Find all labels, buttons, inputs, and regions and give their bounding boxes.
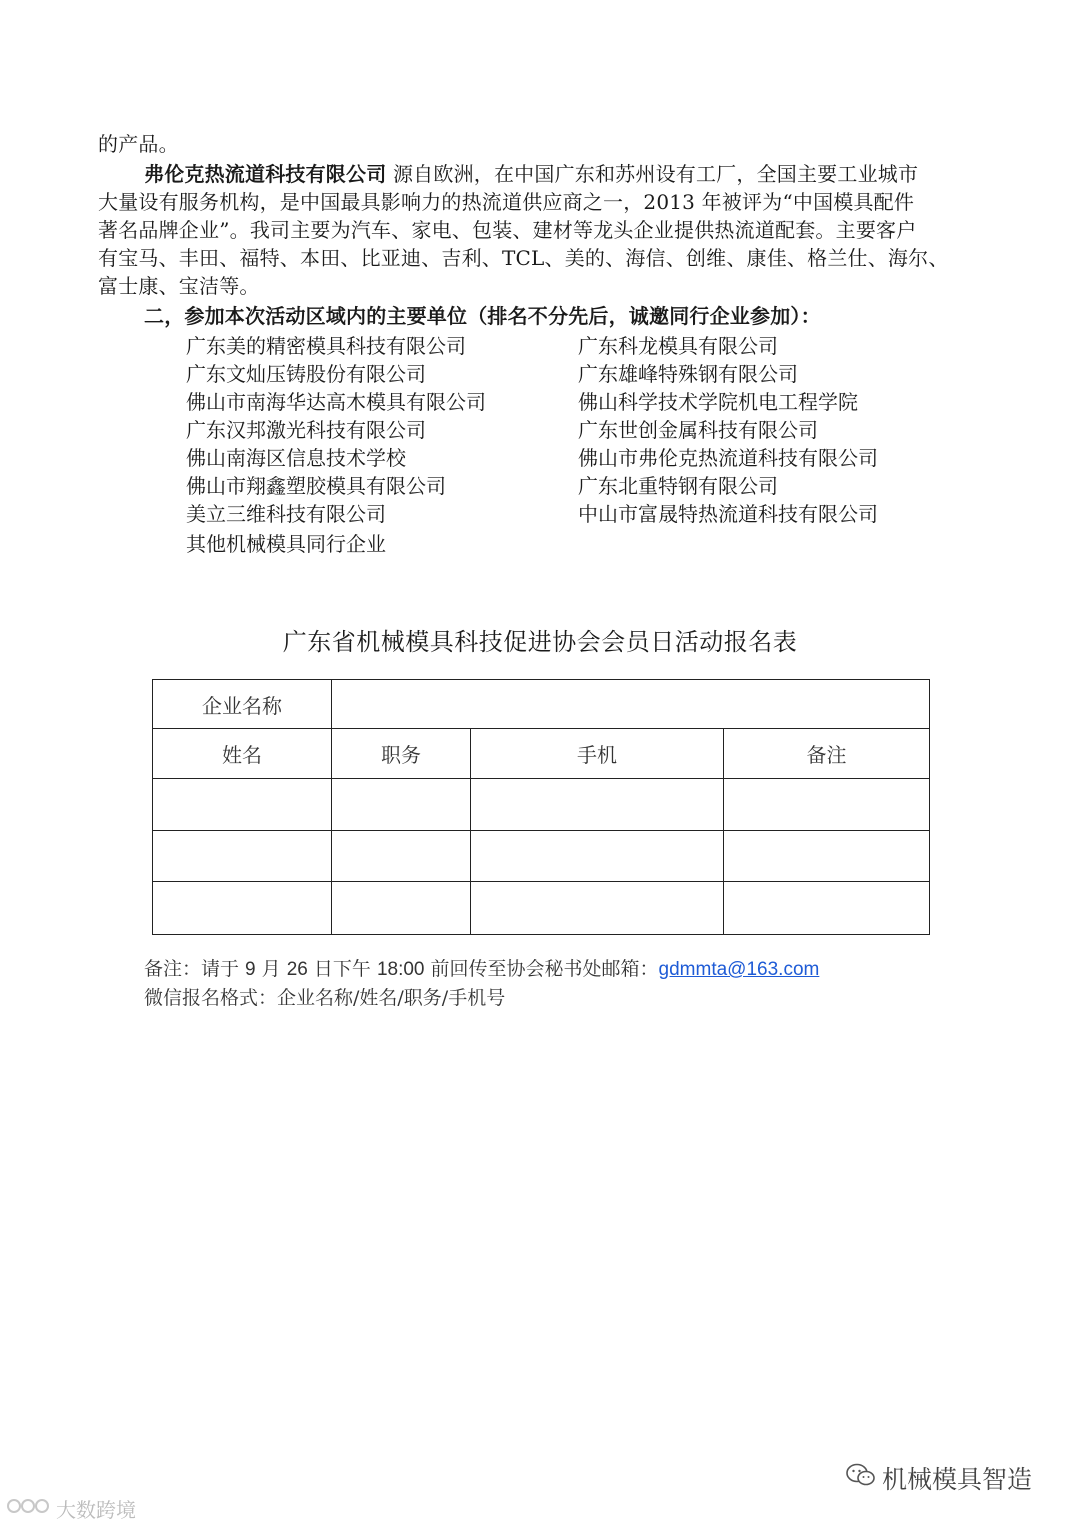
watermark-right-text: 机械模具智造 — [882, 1465, 1033, 1494]
unit-left-7: 美立三维科技有限公司 — [186, 502, 386, 526]
unit-right-1: 广东科龙模具有限公司 — [578, 334, 778, 358]
note-time: 18:00 — [376, 959, 425, 980]
remark-cell[interactable] — [724, 779, 930, 831]
unit-left-4: 广东汉邦激光科技有限公司 — [186, 418, 426, 442]
note-deadline — [144, 954, 819, 981]
phone-cell[interactable] — [471, 831, 724, 882]
table-row — [153, 779, 930, 831]
company-input-cell[interactable] — [332, 680, 930, 729]
header-remark: 备注 — [724, 729, 930, 779]
note-text-b: 月 — [255, 958, 287, 980]
unit-left-2: 广东文灿压铸股份有限公司 — [186, 362, 426, 386]
unit-left-1: 广东美的精密模具科技有限公司 — [186, 334, 466, 358]
note-text-c: 日下午 — [307, 958, 377, 980]
watermark-left-text: 大数跨境 — [56, 1498, 136, 1522]
unit-left-6: 佛山市翔鑫塑胶模具有限公司 — [186, 474, 446, 498]
unit-right-4: 广东世创金属科技有限公司 — [578, 418, 818, 442]
table-row — [153, 831, 930, 882]
table-row — [153, 882, 930, 935]
wechat-icon — [846, 1462, 876, 1494]
unit-right-7: 中山市富晟特热流道科技有限公司 — [578, 502, 878, 526]
position-cell[interactable] — [332, 831, 471, 882]
paragraph-line-1 — [144, 160, 918, 188]
name-cell[interactable] — [153, 882, 332, 935]
paragraph-line-2: 大量设有服务机构，是中国最具影响力的热流道供应商之一，2013 年被评为“中国模具配件 — [98, 190, 915, 214]
position-cell[interactable] — [332, 882, 471, 935]
note-text-a: 备注：请于 — [144, 958, 246, 980]
note-wechat-format: 微信报名格式：企业名称/姓名/职务/手机号 — [144, 987, 506, 1009]
header-phone: 手机 — [471, 729, 724, 779]
unit-right-3: 佛山科学技术学院机电工程学院 — [578, 390, 858, 414]
note-text-d: 前回传至协会秘书处邮箱： — [424, 958, 659, 980]
company-name-bold: 弗伦克热流道科技有限公司 — [144, 162, 387, 186]
company-row — [153, 680, 930, 729]
remark-cell[interactable] — [724, 831, 930, 882]
unit-left-8: 其他机械模具同行企业 — [186, 532, 386, 556]
unit-right-6: 广东北重特钢有限公司 — [578, 474, 778, 498]
paragraph-line-0: 的产品。 — [98, 132, 179, 156]
unit-left-5: 佛山南海区信息技术学校 — [186, 446, 406, 470]
section2-heading: 二，参加本次活动区域内的主要单位（排名不分先后，诚邀同行企业参加）： — [144, 304, 821, 328]
header-row — [153, 729, 930, 779]
brand-logo-icon — [6, 1495, 52, 1522]
paragraph-line-3: 著名品牌企业”。我司主要为汽车、家电、包装、建材等龙头企业提供热流道配套。主要客户 — [98, 218, 917, 242]
paragraph-line-4: 有宝马、丰田、福特、本田、比亚迪、吉利、TCL、美的、海信、创维、康佳、格兰仕、海尔、 — [98, 246, 949, 270]
watermark-right — [846, 1460, 1032, 1496]
unit-right-2: 广东雄峰特殊钢有限公司 — [578, 362, 798, 386]
name-cell[interactable] — [153, 831, 332, 882]
email-link[interactable]: gdmmta@163.com — [658, 959, 820, 980]
position-cell[interactable] — [332, 779, 471, 831]
name-cell[interactable] — [153, 779, 332, 831]
unit-left-3: 佛山市南海华达高木模具有限公司 — [186, 390, 486, 414]
paragraph-line-1-rest: 源自欧洲，在中国广东和苏州设有工厂，全国主要工业城市 — [386, 162, 919, 186]
unit-right-5: 佛山市弗伦克热流道科技有限公司 — [578, 446, 878, 470]
header-position: 职务 — [332, 729, 471, 779]
note-day: 26 — [286, 959, 308, 980]
phone-cell[interactable] — [471, 779, 724, 831]
header-name: 姓名 — [153, 729, 332, 779]
note-month: 9 — [245, 959, 256, 980]
phone-cell[interactable] — [471, 882, 724, 935]
company-label: 企业名称 — [153, 680, 332, 729]
registration-table — [152, 679, 930, 935]
remark-cell[interactable] — [724, 882, 930, 935]
paragraph-line-5: 富士康、宝洁等。 — [98, 274, 260, 298]
watermark-left — [6, 1494, 136, 1523]
form-title: 广东省机械模具科技促进协会会员日活动报名表 — [282, 628, 798, 656]
